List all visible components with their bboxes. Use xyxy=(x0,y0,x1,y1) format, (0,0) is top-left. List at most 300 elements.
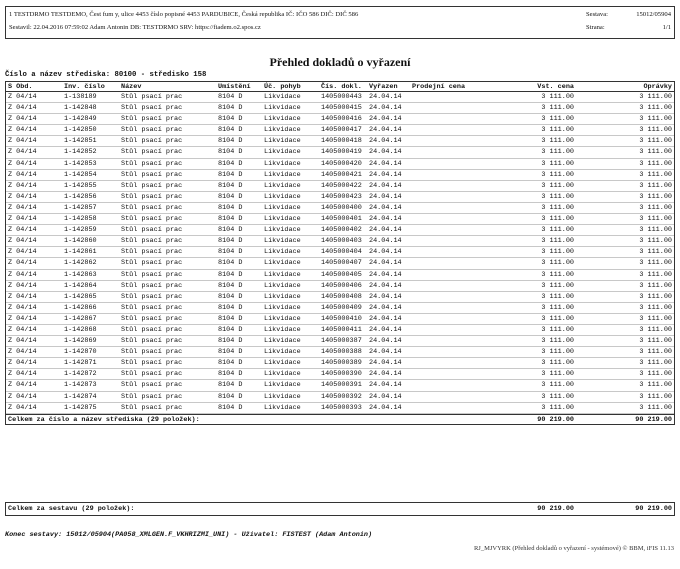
cell-cis-dokl: 1405000418 xyxy=(321,137,362,146)
cell-nazev: Stůl psací prac xyxy=(121,281,183,290)
cell-nazev: Stůl psací prac xyxy=(121,170,183,179)
cell-obdobi: Z 04/14 xyxy=(8,148,37,157)
cell-opravky: 3 111.00 xyxy=(639,303,672,312)
cell-vst-cena: 3 111.00 xyxy=(541,170,574,179)
cell-uc-pohyb: Likvidace xyxy=(264,104,301,113)
cell-opravky: 3 111.00 xyxy=(639,115,672,124)
cell-vst-cena: 3 111.00 xyxy=(541,259,574,268)
cell-cis-dokl: 1405000390 xyxy=(321,370,362,379)
col-header-prodejni-cena: Prodejní cena xyxy=(412,83,466,91)
grand-total-vst-cena: 90 219.00 xyxy=(537,505,574,513)
cell-opravky: 3 111.00 xyxy=(639,281,672,290)
cell-vyrazen: 24.04.14 xyxy=(369,370,402,379)
cell-uc-pohyb: Likvidace xyxy=(264,237,301,246)
sestava-label: Sestava: xyxy=(586,11,608,18)
col-header-vst-cena: Vst. cena xyxy=(537,83,574,91)
cell-cis-dokl: 1405000408 xyxy=(321,292,362,301)
cell-obdobi: Z 04/14 xyxy=(8,104,37,113)
report-header-box xyxy=(5,6,675,39)
header-line-session: Sestavil: 22.04.2016 07:59:02 Adam Antonin DB: TESTDRMO SRV: https://fiadem.o2.spos.cz xyxy=(9,24,261,31)
cell-vyrazen: 24.04.14 xyxy=(369,314,402,323)
cell-uc-pohyb: Likvidace xyxy=(264,248,301,257)
cell-inv-cislo: 1-142859 xyxy=(64,226,97,235)
cell-vyrazen: 24.04.14 xyxy=(369,403,402,412)
header-line-company: 1 TESTDRMO TESTDEMO, Čest fum y, ulice 4453 číslo popisné 4453 PARDUBICE, Česká republika IČ: IČO 586 DIČ: DIČ 586 xyxy=(9,11,359,18)
cell-opravky: 3 111.00 xyxy=(639,348,672,357)
cell-uc-pohyb: Likvidace xyxy=(264,337,301,346)
cell-obdobi: Z 04/14 xyxy=(8,170,37,179)
cell-umisteni: 8104 D xyxy=(218,237,243,246)
col-header-uc-pohyb: Úč. pohyb xyxy=(264,83,301,91)
cell-uc-pohyb: Likvidace xyxy=(264,325,301,334)
cell-opravky: 3 111.00 xyxy=(639,215,672,224)
cell-vyrazen: 24.04.14 xyxy=(369,159,402,168)
cell-cis-dokl: 1405000411 xyxy=(321,325,362,334)
cell-opravky: 3 111.00 xyxy=(639,403,672,412)
grand-total-row xyxy=(5,502,675,516)
table-row xyxy=(6,214,674,225)
cell-umisteni: 8104 D xyxy=(218,148,243,157)
cell-vyrazen: 24.04.14 xyxy=(369,181,402,190)
cell-inv-cislo: 1-142856 xyxy=(64,192,97,201)
cell-obdobi: Z 04/14 xyxy=(8,270,37,279)
cell-umisteni: 8104 D xyxy=(218,248,243,257)
cell-nazev: Stůl psací prac xyxy=(121,237,183,246)
section-total-label: Celkem za číslo a název střediska (29 položek): xyxy=(8,415,200,424)
cell-inv-cislo: 1-142863 xyxy=(64,270,97,279)
cell-umisteni: 8104 D xyxy=(218,403,243,412)
cell-opravky: 3 111.00 xyxy=(639,126,672,135)
cell-obdobi: Z 04/14 xyxy=(8,248,37,257)
cell-obdobi: Z 04/14 xyxy=(8,192,37,201)
cell-inv-cislo: 1-142858 xyxy=(64,215,97,224)
cell-obdobi: Z 04/14 xyxy=(8,259,37,268)
table-row xyxy=(6,369,674,380)
cell-vyrazen: 24.04.14 xyxy=(369,93,402,101)
cell-nazev: Stůl psací prac xyxy=(121,303,183,312)
cell-inv-cislo: 1-142853 xyxy=(64,159,97,168)
cell-vst-cena: 3 111.00 xyxy=(541,337,574,346)
cell-inv-cislo: 1-142849 xyxy=(64,115,97,124)
cell-umisteni: 8104 D xyxy=(218,370,243,379)
cell-inv-cislo: 1-142866 xyxy=(64,303,97,312)
cell-obdobi: Z 04/14 xyxy=(8,325,37,334)
cell-cis-dokl: 1405000405 xyxy=(321,270,362,279)
cell-nazev: Stůl psací prac xyxy=(121,325,183,334)
cell-cis-dokl: 1405000410 xyxy=(321,314,362,323)
cell-uc-pohyb: Likvidace xyxy=(264,170,301,179)
cell-nazev: Stůl psací prac xyxy=(121,203,183,212)
cell-vyrazen: 24.04.14 xyxy=(369,292,402,301)
cell-inv-cislo: 1-142873 xyxy=(64,381,97,390)
cell-inv-cislo: 1-142854 xyxy=(64,170,97,179)
cell-vst-cena: 3 111.00 xyxy=(541,292,574,301)
cell-obdobi: Z 04/14 xyxy=(8,126,37,135)
cell-cis-dokl: 1405000406 xyxy=(321,281,362,290)
cell-vst-cena: 3 111.00 xyxy=(541,93,574,101)
cell-umisteni: 8104 D xyxy=(218,215,243,224)
cell-vst-cena: 3 111.00 xyxy=(541,403,574,412)
cell-obdobi: Z 04/14 xyxy=(8,281,37,290)
table-row xyxy=(6,292,674,303)
cell-inv-cislo: 1-142869 xyxy=(64,337,97,346)
cell-uc-pohyb: Likvidace xyxy=(264,370,301,379)
cell-opravky: 3 111.00 xyxy=(639,226,672,235)
col-header-opravky: Oprávky xyxy=(643,83,672,91)
table-row xyxy=(6,281,674,292)
cell-umisteni: 8104 D xyxy=(218,303,243,312)
cell-umisteni: 8104 D xyxy=(218,348,243,357)
cell-opravky: 3 111.00 xyxy=(639,270,672,279)
cell-nazev: Stůl psací prac xyxy=(121,115,183,124)
cell-umisteni: 8104 D xyxy=(218,292,243,301)
cell-nazev: Stůl psací prac xyxy=(121,337,183,346)
table-row xyxy=(6,336,674,347)
cell-vyrazen: 24.04.14 xyxy=(369,192,402,201)
cell-vst-cena: 3 111.00 xyxy=(541,181,574,190)
cell-cis-dokl: 1405000403 xyxy=(321,237,362,246)
table-row xyxy=(6,325,674,336)
cell-inv-cislo: 1-142860 xyxy=(64,237,97,246)
cell-uc-pohyb: Likvidace xyxy=(264,159,301,168)
table-row xyxy=(6,225,674,236)
cell-cis-dokl: 1405000393 xyxy=(321,403,362,412)
cell-umisteni: 8104 D xyxy=(218,325,243,334)
cell-vyrazen: 24.04.14 xyxy=(369,281,402,290)
cell-obdobi: Z 04/14 xyxy=(8,93,37,101)
cell-nazev: Stůl psací prac xyxy=(121,392,183,401)
cell-cis-dokl: 1405000404 xyxy=(321,248,362,257)
cell-vst-cena: 3 111.00 xyxy=(541,192,574,201)
cell-cis-dokl: 1405000409 xyxy=(321,303,362,312)
cell-umisteni: 8104 D xyxy=(218,314,243,323)
cell-opravky: 3 111.00 xyxy=(639,314,672,323)
cell-obdobi: Z 04/14 xyxy=(8,237,37,246)
col-header-vyrazen: Vyřazen xyxy=(369,83,398,91)
cell-obdobi: Z 04/14 xyxy=(8,203,37,212)
cell-umisteni: 8104 D xyxy=(218,381,243,390)
cell-cis-dokl: 1405000422 xyxy=(321,181,362,190)
cell-vyrazen: 24.04.14 xyxy=(369,348,402,357)
report-generator-line: RJ_MJVYRK (Přehled dokladů o vyřazení - systémové) © BBM, iFIS 11.13 xyxy=(473,545,674,552)
cell-vyrazen: 24.04.14 xyxy=(369,303,402,312)
cell-obdobi: Z 04/14 xyxy=(8,392,37,401)
table-row xyxy=(6,347,674,358)
cell-obdobi: Z 04/14 xyxy=(8,215,37,224)
cell-umisteni: 8104 D xyxy=(218,159,243,168)
cell-vst-cena: 3 111.00 xyxy=(541,137,574,146)
cell-uc-pohyb: Likvidace xyxy=(264,292,301,301)
cell-uc-pohyb: Likvidace xyxy=(264,215,301,224)
cell-cis-dokl: 1405000417 xyxy=(321,126,362,135)
cell-opravky: 3 111.00 xyxy=(639,148,672,157)
disposal-table xyxy=(5,81,675,425)
cell-vyrazen: 24.04.14 xyxy=(369,359,402,368)
cell-vst-cena: 3 111.00 xyxy=(541,248,574,257)
col-header-nazev: Název xyxy=(121,83,142,91)
table-row xyxy=(6,247,674,258)
cell-cis-dokl: 1405000402 xyxy=(321,226,362,235)
cell-uc-pohyb: Likvidace xyxy=(264,137,301,146)
cell-cis-dokl: 1405000415 xyxy=(321,104,362,113)
cell-umisteni: 8104 D xyxy=(218,170,243,179)
cell-inv-cislo: 1-142868 xyxy=(64,325,97,334)
cell-uc-pohyb: Likvidace xyxy=(264,381,301,390)
report-end-line: Konec sestavy: 15012/05904(PA058_XMLGEN.F_VKHRIZMI_UNI) - Uživatel: FISTEST (Adam Antonin) xyxy=(5,531,373,539)
cell-obdobi: Z 04/14 xyxy=(8,226,37,235)
cell-vyrazen: 24.04.14 xyxy=(369,137,402,146)
cell-opravky: 3 111.00 xyxy=(639,325,672,334)
cell-umisteni: 8104 D xyxy=(218,93,243,101)
cell-inv-cislo: 1-142871 xyxy=(64,359,97,368)
cell-opravky: 3 111.00 xyxy=(639,170,672,179)
cell-vyrazen: 24.04.14 xyxy=(369,259,402,268)
cell-nazev: Stůl psací prac xyxy=(121,292,183,301)
cell-nazev: Stůl psací prac xyxy=(121,403,183,412)
cell-uc-pohyb: Likvidace xyxy=(264,115,301,124)
cell-inv-cislo: 1-142851 xyxy=(64,137,97,146)
cell-obdobi: Z 04/14 xyxy=(8,381,37,390)
cell-uc-pohyb: Likvidace xyxy=(264,93,301,101)
table-row xyxy=(6,380,674,391)
cell-nazev: Stůl psací prac xyxy=(121,181,183,190)
col-header-obdobi: S Obd. xyxy=(8,83,33,91)
cell-vst-cena: 3 111.00 xyxy=(541,215,574,224)
table-row xyxy=(6,403,674,414)
cell-uc-pohyb: Likvidace xyxy=(264,303,301,312)
cell-inv-cislo: 1-142874 xyxy=(64,392,97,401)
cell-umisteni: 8104 D xyxy=(218,126,243,135)
table-row xyxy=(6,314,674,325)
cell-opravky: 3 111.00 xyxy=(639,104,672,113)
table-row xyxy=(6,92,674,103)
cell-inv-cislo: 1-142848 xyxy=(64,104,97,113)
table-row xyxy=(6,236,674,247)
cell-inv-cislo: 1-142852 xyxy=(64,148,97,157)
cell-cis-dokl: 1405000416 xyxy=(321,115,362,124)
cell-inv-cislo: 1-142872 xyxy=(64,370,97,379)
cell-cis-dokl: 1405000407 xyxy=(321,259,362,268)
cell-opravky: 3 111.00 xyxy=(639,359,672,368)
cell-inv-cislo: 1-142864 xyxy=(64,281,97,290)
cell-opravky: 3 111.00 xyxy=(639,237,672,246)
cell-obdobi: Z 04/14 xyxy=(8,303,37,312)
cell-vyrazen: 24.04.14 xyxy=(369,392,402,401)
table-row xyxy=(6,192,674,203)
cell-nazev: Stůl psací prac xyxy=(121,226,183,235)
col-header-cis-dokl: Čís. dokl. xyxy=(321,83,362,91)
cell-umisteni: 8104 D xyxy=(218,115,243,124)
cell-vst-cena: 3 111.00 xyxy=(541,159,574,168)
cell-uc-pohyb: Likvidace xyxy=(264,126,301,135)
strana-value: 1/1 xyxy=(662,24,671,31)
cell-umisteni: 8104 D xyxy=(218,270,243,279)
cell-obdobi: Z 04/14 xyxy=(8,159,37,168)
sestava-value: 15012/05904 xyxy=(636,11,671,18)
cell-umisteni: 8104 D xyxy=(218,359,243,368)
cell-obdobi: Z 04/14 xyxy=(8,337,37,346)
section-total-row xyxy=(6,414,674,424)
cell-vyrazen: 24.04.14 xyxy=(369,148,402,157)
table-row xyxy=(6,147,674,158)
cell-vyrazen: 24.04.14 xyxy=(369,203,402,212)
cell-inv-cislo: 1-142865 xyxy=(64,292,97,301)
cell-cis-dokl: 1405000391 xyxy=(321,381,362,390)
cell-cis-dokl: 1405000421 xyxy=(321,170,362,179)
cell-nazev: Stůl psací prac xyxy=(121,248,183,257)
cell-vyrazen: 24.04.14 xyxy=(369,115,402,124)
cell-vst-cena: 3 111.00 xyxy=(541,370,574,379)
cell-umisteni: 8104 D xyxy=(218,337,243,346)
table-row xyxy=(6,136,674,147)
cell-inv-cislo: 1-142857 xyxy=(64,203,97,212)
cell-uc-pohyb: Likvidace xyxy=(264,281,301,290)
cell-opravky: 3 111.00 xyxy=(639,192,672,201)
table-row xyxy=(6,258,674,269)
cell-vyrazen: 24.04.14 xyxy=(369,104,402,113)
cell-uc-pohyb: Likvidace xyxy=(264,348,301,357)
cell-inv-cislo: 1-142867 xyxy=(64,314,97,323)
cell-nazev: Stůl psací prac xyxy=(121,215,183,224)
cell-nazev: Stůl psací prac xyxy=(121,270,183,279)
cell-opravky: 3 111.00 xyxy=(639,392,672,401)
cell-nazev: Stůl psací prac xyxy=(121,148,183,157)
cell-umisteni: 8104 D xyxy=(218,192,243,201)
cell-uc-pohyb: Likvidace xyxy=(264,270,301,279)
cell-vst-cena: 3 111.00 xyxy=(541,237,574,246)
table-row xyxy=(6,103,674,114)
section-total-opravky: 90 219.00 xyxy=(635,415,672,424)
table-row xyxy=(6,181,674,192)
section-total-vst-cena: 90 219.00 xyxy=(537,415,574,424)
cell-obdobi: Z 04/14 xyxy=(8,348,37,357)
cell-opravky: 3 111.00 xyxy=(639,248,672,257)
cell-vyrazen: 24.04.14 xyxy=(369,226,402,235)
cell-obdobi: Z 04/14 xyxy=(8,359,37,368)
col-header-umisteni: Umístění xyxy=(218,83,251,91)
table-row xyxy=(6,125,674,136)
cell-opravky: 3 111.00 xyxy=(639,93,672,101)
cell-vst-cena: 3 111.00 xyxy=(541,348,574,357)
cell-nazev: Stůl psací prac xyxy=(121,159,183,168)
cell-uc-pohyb: Likvidace xyxy=(264,203,301,212)
cell-nazev: Stůl psací prac xyxy=(121,370,183,379)
table-row xyxy=(6,159,674,170)
cell-opravky: 3 111.00 xyxy=(639,203,672,212)
cell-inv-cislo: 1-142861 xyxy=(64,248,97,257)
report-title: Přehled dokladů o vyřazení xyxy=(269,55,411,69)
cell-obdobi: Z 04/14 xyxy=(8,403,37,412)
cell-opravky: 3 111.00 xyxy=(639,370,672,379)
cell-cis-dokl: 1405000400 xyxy=(321,203,362,212)
cell-opravky: 3 111.00 xyxy=(639,259,672,268)
cell-vyrazen: 24.04.14 xyxy=(369,270,402,279)
cell-uc-pohyb: Likvidace xyxy=(264,314,301,323)
table-row xyxy=(6,203,674,214)
cell-vst-cena: 3 111.00 xyxy=(541,359,574,368)
cell-nazev: Stůl psací prac xyxy=(121,137,183,146)
section-title: Číslo a název střediska: 80100 - středisko 158 xyxy=(5,71,207,79)
cell-inv-cislo: 1-142850 xyxy=(64,126,97,135)
cell-vst-cena: 3 111.00 xyxy=(541,381,574,390)
cell-vyrazen: 24.04.14 xyxy=(369,325,402,334)
cell-nazev: Stůl psací prac xyxy=(121,259,183,268)
cell-umisteni: 8104 D xyxy=(218,392,243,401)
table-row xyxy=(6,392,674,403)
cell-opravky: 3 111.00 xyxy=(639,292,672,301)
table-header-row xyxy=(6,82,674,92)
cell-vyrazen: 24.04.14 xyxy=(369,337,402,346)
cell-opravky: 3 111.00 xyxy=(639,181,672,190)
table-row xyxy=(6,270,674,281)
strana-label: Strana: xyxy=(586,24,605,31)
cell-opravky: 3 111.00 xyxy=(639,137,672,146)
table-row xyxy=(6,170,674,181)
cell-opravky: 3 111.00 xyxy=(639,337,672,346)
cell-cis-dokl: 1405000419 xyxy=(321,148,362,157)
cell-nazev: Stůl psací prac xyxy=(121,348,183,357)
cell-uc-pohyb: Likvidace xyxy=(264,181,301,190)
cell-inv-cislo: 1-142870 xyxy=(64,348,97,357)
cell-cis-dokl: 1405000389 xyxy=(321,359,362,368)
cell-vst-cena: 3 111.00 xyxy=(541,392,574,401)
cell-vyrazen: 24.04.14 xyxy=(369,126,402,135)
col-header-inv-cislo: Inv. číslo xyxy=(64,83,105,91)
cell-cis-dokl: 1405000388 xyxy=(321,348,362,357)
cell-vst-cena: 3 111.00 xyxy=(541,203,574,212)
cell-vyrazen: 24.04.14 xyxy=(369,381,402,390)
cell-vst-cena: 3 111.00 xyxy=(541,148,574,157)
cell-vyrazen: 24.04.14 xyxy=(369,170,402,179)
cell-umisteni: 8104 D xyxy=(218,259,243,268)
cell-vst-cena: 3 111.00 xyxy=(541,325,574,334)
cell-cis-dokl: 1405000392 xyxy=(321,392,362,401)
cell-umisteni: 8104 D xyxy=(218,181,243,190)
cell-uc-pohyb: Likvidace xyxy=(264,259,301,268)
table-body xyxy=(6,92,674,414)
cell-vst-cena: 3 111.00 xyxy=(541,314,574,323)
cell-cis-dokl: 1405000423 xyxy=(321,192,362,201)
cell-obdobi: Z 04/14 xyxy=(8,181,37,190)
cell-vst-cena: 3 111.00 xyxy=(541,303,574,312)
cell-uc-pohyb: Likvidace xyxy=(264,148,301,157)
cell-umisteni: 8104 D xyxy=(218,203,243,212)
cell-cis-dokl: 1405000387 xyxy=(321,337,362,346)
cell-uc-pohyb: Likvidace xyxy=(264,403,301,412)
cell-umisteni: 8104 D xyxy=(218,281,243,290)
cell-vst-cena: 3 111.00 xyxy=(541,104,574,113)
cell-umisteni: 8104 D xyxy=(218,226,243,235)
cell-obdobi: Z 04/14 xyxy=(8,292,37,301)
cell-umisteni: 8104 D xyxy=(218,104,243,113)
cell-inv-cislo: 1-138189 xyxy=(64,93,97,101)
cell-nazev: Stůl psací prac xyxy=(121,126,183,135)
cell-uc-pohyb: Likvidace xyxy=(264,392,301,401)
cell-inv-cislo: 1-142862 xyxy=(64,259,97,268)
cell-opravky: 3 111.00 xyxy=(639,159,672,168)
cell-umisteni: 8104 D xyxy=(218,137,243,146)
cell-vst-cena: 3 111.00 xyxy=(541,115,574,124)
cell-inv-cislo: 1-142855 xyxy=(64,181,97,190)
cell-nazev: Stůl psací prac xyxy=(121,104,183,113)
grand-total-label: Celkem za sestavu (29 položek): xyxy=(8,505,135,513)
grand-total-opravky: 90 219.00 xyxy=(635,505,672,513)
table-row xyxy=(6,114,674,125)
cell-vst-cena: 3 111.00 xyxy=(541,281,574,290)
cell-obdobi: Z 04/14 xyxy=(8,370,37,379)
cell-nazev: Stůl psací prac xyxy=(121,314,183,323)
cell-cis-dokl: 1405000401 xyxy=(321,215,362,224)
